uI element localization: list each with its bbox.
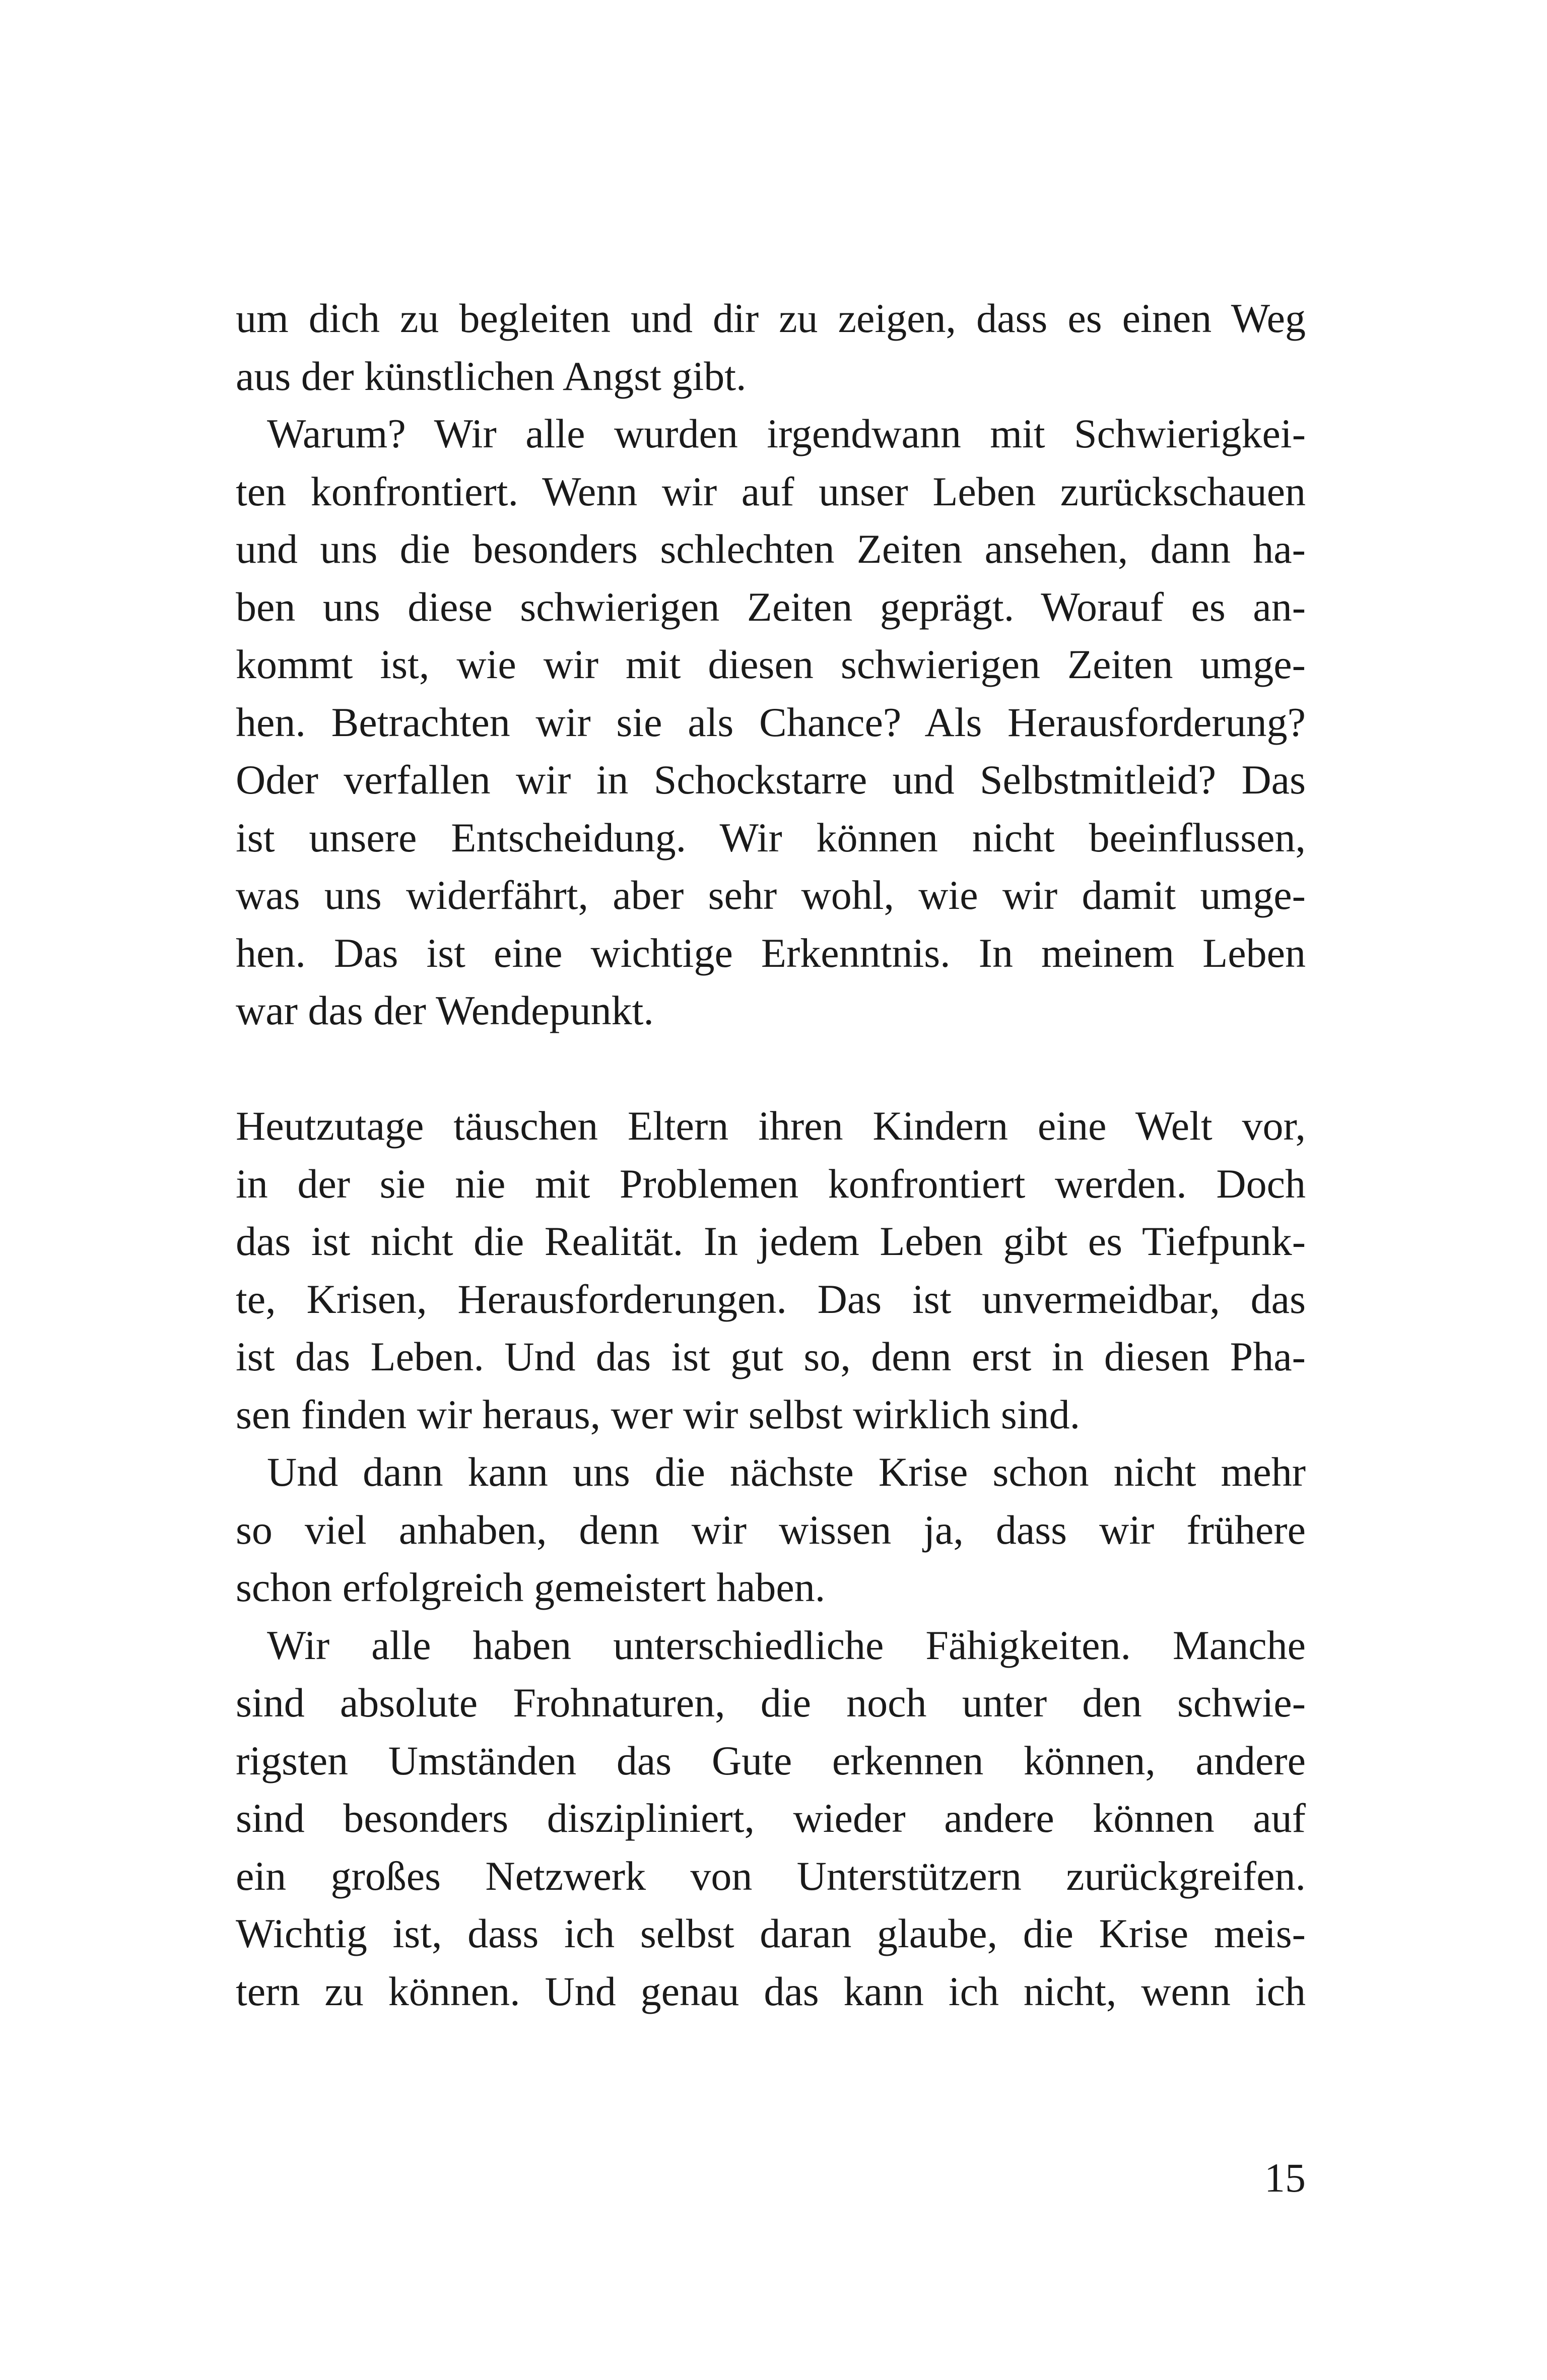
text-line: Warum? Wir alle wurden irgendwann mit Schwierigkei- <box>267 411 1306 456</box>
text-line: tern zu können. Und genau das kann ich nicht, wenn ich <box>236 1968 1306 2014</box>
text-line: hen. Das ist eine wichtige Erkenntnis. In meinem Leben <box>236 930 1306 976</box>
text-line: rigsten Umständen das Gute erkennen können, andere <box>236 1737 1306 1783</box>
text-line: ein großes Netzwerk von Unterstützern zurückgreifen. <box>236 1853 1306 1899</box>
text-line: Und dann kann uns die nächste Krise schon nicht mehr <box>267 1449 1306 1495</box>
text-line: aus der künstlichen Angst gibt. <box>236 353 747 399</box>
text-line: Oder verfallen wir in Schockstarre und Selbstmitleid? Das <box>236 757 1306 803</box>
paragraph <box>236 1617 1306 2021</box>
paragraph <box>236 1443 1306 1617</box>
text-line: te, Krisen, Herausforderungen. Das ist unvermeidbar, das <box>236 1276 1306 1322</box>
paragraph-gap <box>236 1040 1306 1098</box>
body-text <box>236 290 1306 2020</box>
text-line: das ist nicht die Realität. In jedem Leben gibt es Tiefpunk- <box>236 1218 1306 1264</box>
paragraph <box>236 1097 1306 1443</box>
text-line: schon erfolgreich gemeistert haben. <box>236 1564 826 1610</box>
text-line: ist das Leben. Und das ist gut so, denn erst in diesen Pha- <box>236 1334 1306 1379</box>
text-line: kommt ist, wie wir mit diesen schwierigen Zeiten umge- <box>236 641 1306 687</box>
text-line: Wichtig ist, dass ich selbst daran glaube, die Krise meis- <box>236 1910 1306 1956</box>
text-line: so viel anhaben, denn wir wissen ja, dass wir frühere <box>236 1506 1306 1553</box>
text-line: ten konfrontiert. Wenn wir auf unser Leben zurückschauen <box>236 468 1306 514</box>
text-line: Heutzutage täuschen Eltern ihren Kindern eine Welt vor, <box>236 1103 1306 1149</box>
paragraph <box>236 290 1306 405</box>
page-number: 15 <box>1264 2155 1306 2201</box>
paragraph <box>236 405 1306 1040</box>
text-line: sind absolute Frohnaturen, die noch unter den schwie- <box>236 1680 1306 1726</box>
text-line: hen. Betrachten wir sie als Chance? Als Herausforderung? <box>236 699 1306 745</box>
text-line: in der sie nie mit Problemen konfrontiert werden. Doch <box>236 1160 1306 1207</box>
text-line: war das der Wendepunkt. <box>236 987 654 1033</box>
text-line: ben uns diese schwierigen Zeiten geprägt. Worauf es an- <box>236 583 1306 630</box>
text-line: sen finden wir heraus, wer wir selbst wirklich sind. <box>236 1391 1081 1437</box>
text-line: und uns die besonders schlechten Zeiten ansehen, dann ha- <box>236 526 1306 572</box>
text-line: sind besonders diszipliniert, wieder andere können auf <box>236 1795 1306 1841</box>
text-line: um dich zu begleiten und dir zu zeigen, dass es einen Weg <box>236 295 1306 341</box>
text-line: Wir alle haben unterschiedliche Fähigkeiten. Manche <box>267 1622 1306 1668</box>
text-line: was uns widerfährt, aber sehr wohl, wie wir damit umge- <box>236 872 1306 918</box>
text-line: ist unsere Entscheidung. Wir können nicht beeinflussen, <box>236 814 1306 861</box>
